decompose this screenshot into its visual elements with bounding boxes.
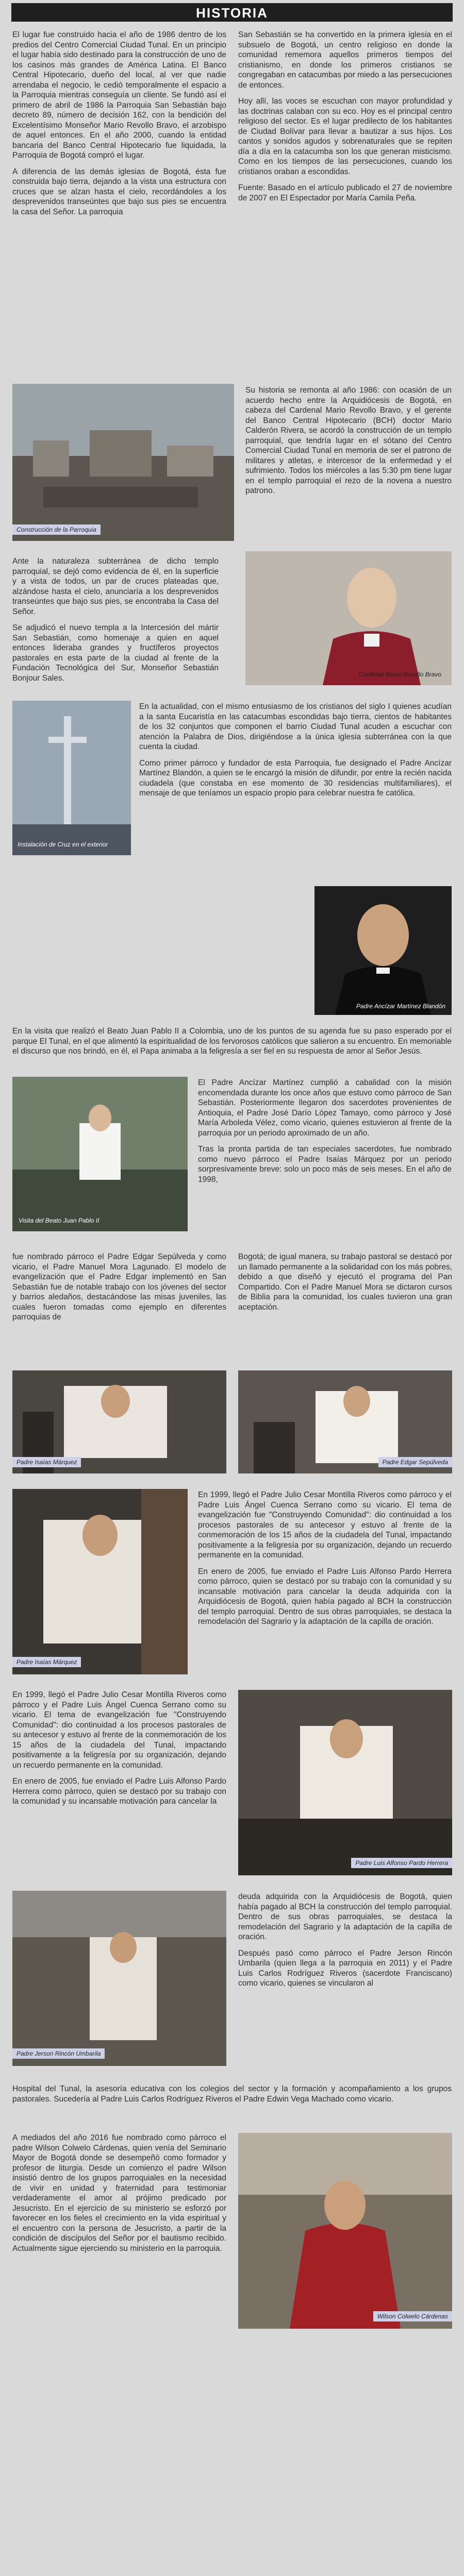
wilson-text [12,2133,226,2260]
paragraph: En enero de 2005, fue enviado el Padre Luis Alfonso Pardo Herrera como párroco, quien se destacó por su trabajo con la comunidad y su incansable motivación para cancelar la deuda adquirida con la Arquidiócesis de Bogotá, quien había pagado al BCH la construcción del templo parroquial. Dentro de sus obras parroquiales, se destaca la remodelación del Sagrario y la adaptación de la capilla de oración. [198,1567,452,1626]
jerson-photo-art [12,1891,226,2066]
ancizar-portrait [314,886,452,1015]
edgar-caption: Padre Edgar Sepúlveda [378,1457,452,1467]
header-bar [11,3,453,22]
paragraph: fue nombrado párroco el Padre Edgar Sepúlveda y como vicario, el Padre Manuel Mora Lagunado. El modelo de evangelización que el Padre Edgar implementó en San Sebastián fue de notable trabajo con los jóvenes del sector y barrios aledaños, destacándose las misas juveniles, las cuales fueron tomadas como ejemplo en diferentes parroquias de [12,1252,226,1321]
jerson-caption: Padre Jerson Rincón Umbarila [12,2048,105,2059]
paragraph: El Padre Ancízar Martínez cumplió a cabalidad con la misión encomendada durante los once años que estuvo como párroco de San Sebastián. Posteriormente llegaron dos sacerdotes provenientes de Antioquia, el Padre José Darío López Tamayo, como párroco y José María Arboleda Vélez, como vicario, quienes estuvieron al frente de la parroquia por un periodo aproximado de un año. [198,1078,452,1138]
edgar-text-left [12,1252,226,1329]
source-note: Fuente: Basado en el artículo publicado el 27 de noviembre de 2007 en El Espectador por María Camila Peña. [238,183,452,202]
history-origin-text [245,385,452,502]
early-priests-text [198,1078,452,1191]
ancizar-caption: Padre Ancízar Martínez Blandón [356,1003,445,1010]
luis-alfonso-photo [238,1690,452,1875]
pope-visit-photo [12,1077,188,1231]
isaias-photo2-art [12,1489,188,1674]
paragraph: En 1999, llegó el Padre Julio Cesar Montilla Riveros como párroco y el Padre Luis Ángel Cuenca Serrano como su vicario. El tema de evangelización fue "Construyendo Comunidad": dio continuidad a los procesos pastorales de su antecesor y estuvo al frente de la conmemoración de los 15 años de la ciudadela del Tunal, impactando positivamente a la feligresía por su organización, dejando un recuerdo permanente en la comunidad. [12,1690,226,1770]
pope-photo-art [12,1077,188,1231]
paragraph: A mediados del año 2016 fue nombrado como párroco el padre Wilson Colwelo Cárdenas, quien venía del Seminario Mayor de Bogotá donde se desempeñó como formador y profesor de liturgia. Desde un comienzo el padre Wilson insistió dentro de los grupos parroquiales en la necesidad de vivir en unidad y fraternidad para testimoniar verdaderamente el amor al prójimo predicado por Jesucristo. En el ejercicio de su ministerio se esforzó por favorecer en los fieles el crecimiento en la vida espiritual y el encuentro con la persona de Jesucristo, a partir de la condición de discípulos del Señor por el bautismo recibido. Actualmente sigue ejerciendo su ministerio en la parroquia. [12,2133,226,2253]
cardinal-photo-art [245,551,452,685]
paragraph: Hoy allí, las voces se escuchan con mayor profundidad y las doctrinas calaban con su eco. Hoy es el principal centro religioso del sector. Es el lugar predilecto de los habitantes de Ciudad Bolívar para llevar a bautizar a sus hijos. Los cantos y sonidos agudos y sobrenaturales que se repiten día a día en la catacumba son los que generan misticismo. Como en los tiempos de las persecuciones, cuando los cristianos oraban a escondidas. [238,97,452,176]
julio-cesar-text-2 [12,1690,226,1813]
cardinal-caption: Cardenal Mario Revollo Bravo [358,671,441,678]
paragraph: Tras la pronta partida de tan especiales sacerdotes, fue nombrado como nuevo párroco el Padre Isaías Márquez por un periodo sorpresivamente breve: solo un poco más de seis meses. En el año de 1998, [198,1145,452,1184]
cross-installation-photo [12,701,131,855]
history-text-left [12,30,226,223]
paragraph: Su historia se remonta al año 1986: con ocasión de un acuerdo hecho entre la Arquidiócesis de Bogotá, en cabeza del Cardenal Mario Revollo Bravo, y el gerente del Banco Central Hipotecario (BCH) doctor Mario Calderón Rivera, se acordó la construcción de un templo parroquial, que tendría lugar en el sótano del Centro Comercial Ciudad Tunal en memoria de ser el patrono de militares y atletas, e intercesor de la enfermedad y el sufrimiento. Todos los miércoles a las 5:30 pm tiene lugar en el templo parroquial el rezo de la novena a nuestro patrono. [245,386,452,495]
cross-caption: Instalación de Cruz en el exterior [18,841,108,848]
hospital-text [12,2084,452,2110]
wilson-caption: Wilson Colwelo Cárdenas [373,2311,452,2321]
paragraph: Ante la naturaleza subterránea de dicho templo parroquial, se dejó como evidencia de él, en la superficie y a vista de todos, un par de cruces plateadas que, alzándose hasta el cielo, anunciaría a los desprevenidos transeúntes que bajo sus pies, se encontraba la Casa del Señor. [12,557,219,616]
jerson-text [238,1892,452,1995]
ancizar-portrait-art [314,886,452,1015]
edgar-text-right [238,1252,452,1318]
current-community-text [139,702,452,805]
pope-caption: Visita del Beato Juan Pablo II [19,1217,100,1224]
underground-text [12,556,219,689]
paragraph: deuda adquirida con la Arquidiócesis de Bogotá, quien había pagado al BCH la construcción del templo parroquial. Dentro de sus obras parroquiales, se destaca la remodelación del Sagrario y la adaptación de la capilla de oración. [238,1892,452,1941]
paragraph: En 1999, llegó el Padre Julio Cesar Montilla Riveros como párroco y el Padre Luis Ángel Cuenca Serrano como su vicario. El tema de evangelización fue "Construyendo Comunidad": dio continuidad a los procesos pastorales de su antecesor y estuvo al frente de la conmemoración de los 15 años de la ciudadela del Tunal, impactando positivamente a la feligresía por su organización, dejando un recuerdo permanente en la comunidad. [198,1490,452,1560]
cardinal-photo [245,551,452,685]
paragraph: San Sebastián se ha convertido en la primera iglesia en el subsuelo de Bogotá, un centro religioso en donde la comunidad rememora aquellos primeros tiempos del cristianismo, en donde los primeros cristianos se congregaban en catacumbas por miedo a las persecuciones de entonces. [238,30,452,90]
isaias-caption-2: Padre Isaías Márquez [12,1657,81,1667]
paragraph: El lugar fue construido hacia el año de 1986 dentro de los predios del Centro Comercial Ciudad Tunal. En un principio el lugar había sido destinado para la construcción de uno de los casinos más grandes de América Latina. El Banco Central Hipotecario, dueño del local, al ver que nadie arrendaba el negocio, le cedió temporalmente el espacio a la Parroquia mientras conseguía un cliente. Se fundó así el primero de abril de 1986 la Parroquia San Sebastián bajo decreto 89, número de decisión 162, con la bendición del Excelentísimo Monseñor Mario Revollo Bravo, el arzobispo de aquel entonces. En el año 2000, cuando la entidad bancaria del Banco Central Hipotecario fue liquidada, la Parroquia de Bogotá compró el lugar. [12,30,226,160]
isaias-caption: Padre Isaías Márquez [12,1457,81,1467]
history-text-right [238,30,452,209]
wilson-photo-art [238,2133,452,2329]
luis-alfonso-caption: Padre Luis Alfonso Pardo Herrera [351,1858,452,1868]
construction-photo [12,384,234,541]
wilson-photo [238,2133,452,2329]
edgar-sepulveda-photo [238,1370,452,1473]
paragraph: Se adjudicó el nuevo templa a la Intercesión del mártir San Sebastián, como homenaje a quien en aquel entonces lideraba grandes y fructíferos proyectos pastorales en esta parte de la ciudad al frente de la Fundación Tecnológica del Sur, Monseñor Sebastián Bonjour Sales. [12,623,219,683]
luis-alfonso-photo-art [238,1690,452,1875]
paragraph: Después pasó como párroco el Padre Jerson Rincón Umbarila (quien llega a la parroquia en 2011) y el Padre Luis Carlos Rodríguez Riveros (sacerdote Franciscano) como vicario, quienes se vincularon al [238,1948,452,1988]
paragraph: En la actualidad, con el mismo entusiasmo de los cristianos del siglo I quienes acudían a la santa Eucaristía en las catacumbas escondidas bajo tierra, cientos de habitantes de los 32 conjuntos que componen el barrio Ciudad Tunal acuden a escuchar con atención la Palabra de Dios, dirigiéndose a la única iglesia subterránea con la que cuenta la ciudad. [139,702,452,751]
page-title: HISTORIA [196,5,268,21]
cross-photo-art [12,701,131,855]
isaias-marquez-photo-2 [12,1489,188,1674]
paragraph: A diferencia de las demás iglesias de Bogotá, ésta fue construida bajo tierra, dejando a la vista una estructura con cruces que se alzan hasta el cielo, recordándoles a los desprevenidos transeúntes que bajo sus pies se encuentra la casa del Señor. La parroquia [12,167,226,216]
paragraph: Como primer párroco y fundador de esta Parroquia, fue designado el Padre Ancízar Martínez Blandón, a quien se le encargó la misión de difundir, por entre la recién nacida ciudadela (que constaba en ese momento de 30 residencias multifamiliares), el mensaje de que teníamos un espacio propio para celebrar nuestra fe católica. [139,758,452,798]
isaias-marquez-photo [12,1370,226,1473]
paragraph: Hospital del Tunal, la asesoría educativa con los colegios del sector y la formación y acompañamiento a los grupos pastorales. Sucedería al Padre Luis Carlos Rodríguez Riveros el Padre Edwin Vega Machado como vicario. [12,2084,452,2104]
paragraph: En enero de 2005, fue enviado el Padre Luis Alfonso Pardo Herrera como párroco, quien se destacó por su trabajo con la comunidad y su incansable motivación para cancelar la [12,1777,226,1806]
construction-photo-art [12,384,234,541]
jerson-rincon-photo [12,1891,226,2066]
paragraph: Bogotá; de igual manera, su trabajo pastoral se destacó por un llamado permanente a la solidaridad con los más pobres, debido a que diseñó y ejecutó el programa del Pan Compartido. Con el Padre Manuel Mora se dictaron cursos de Biblia para la comunidad, los cuales tuvieron una gran aceptación. [238,1252,452,1312]
julio-cesar-text [198,1490,452,1633]
paragraph: En la visita que realizó el Beato Juan Pablo II a Colombia, uno de los puntos de su agenda fue su paso esperado por el parque El Tunal, en el que alimentó la espiritualidad de los fervorosos católicos que salieron a su encuentro. En memoriable el discurso que nos brindó, en él, el Papa animaba a la feligresía a ser fiel en su respuesta de amor al Señor Jesús. [12,1027,452,1056]
pope-visit-text [12,1026,452,1063]
construction-caption: Construcción de la Parroquia [12,524,101,535]
